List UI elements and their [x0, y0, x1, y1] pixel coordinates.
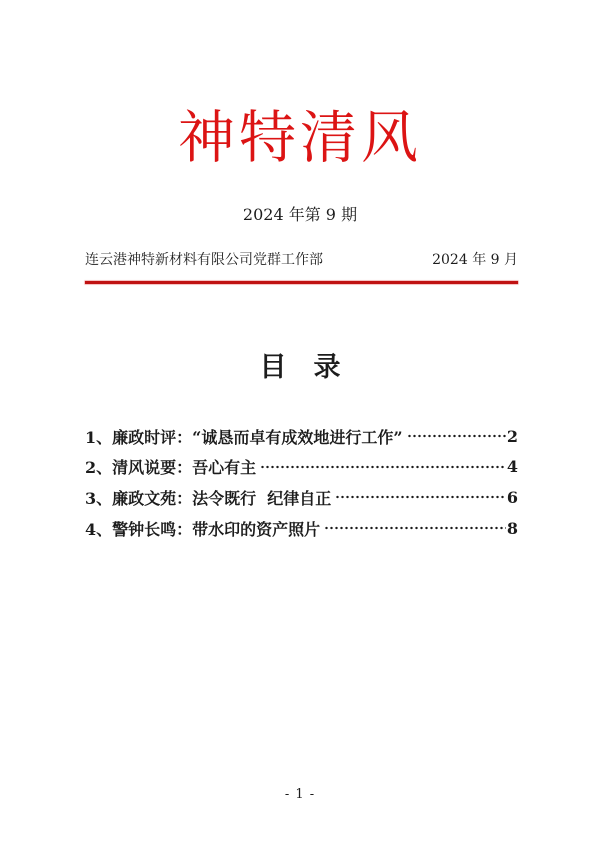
newsletter-masthead-title: 神特清风	[178, 105, 422, 171]
toc-item-label: 4、警钟长鸣：带水印的资产照片	[85, 519, 321, 539]
publisher-row	[85, 251, 518, 269]
toc-item[interactable]	[85, 452, 518, 483]
dot-leader	[335, 493, 506, 501]
page-number: - 1 -	[284, 787, 316, 802]
toc-item[interactable]	[85, 513, 518, 544]
toc-item-page-number: 6	[506, 487, 518, 507]
toc-item-label: 1、廉政时评：“诚恳而卓有成效地进行工作”	[85, 427, 403, 447]
dot-leader	[407, 432, 506, 440]
publish-date: 2024 年 9 月	[432, 252, 518, 268]
toc-item-label: 3、廉政文苑：法令既行 纪律自正	[85, 488, 332, 508]
toc-item-page-number: 8	[506, 518, 518, 538]
toc-item[interactable]	[85, 482, 518, 513]
issue-line: 2024 年第 9 期	[242, 205, 358, 224]
toc-item-page-number: 4	[506, 457, 518, 477]
red-divider-rule	[85, 281, 518, 284]
toc-list	[85, 421, 518, 543]
dot-leader	[324, 524, 506, 532]
toc-item-label: 2、清风说要：吾心有主	[85, 458, 257, 478]
publisher-name: 连云港神特新材料有限公司党群工作部	[85, 252, 323, 268]
toc-item[interactable]	[85, 421, 518, 452]
toc-title: 目 录	[259, 352, 341, 383]
dot-leader	[260, 463, 506, 471]
toc-item-page-number: 2	[506, 426, 518, 446]
